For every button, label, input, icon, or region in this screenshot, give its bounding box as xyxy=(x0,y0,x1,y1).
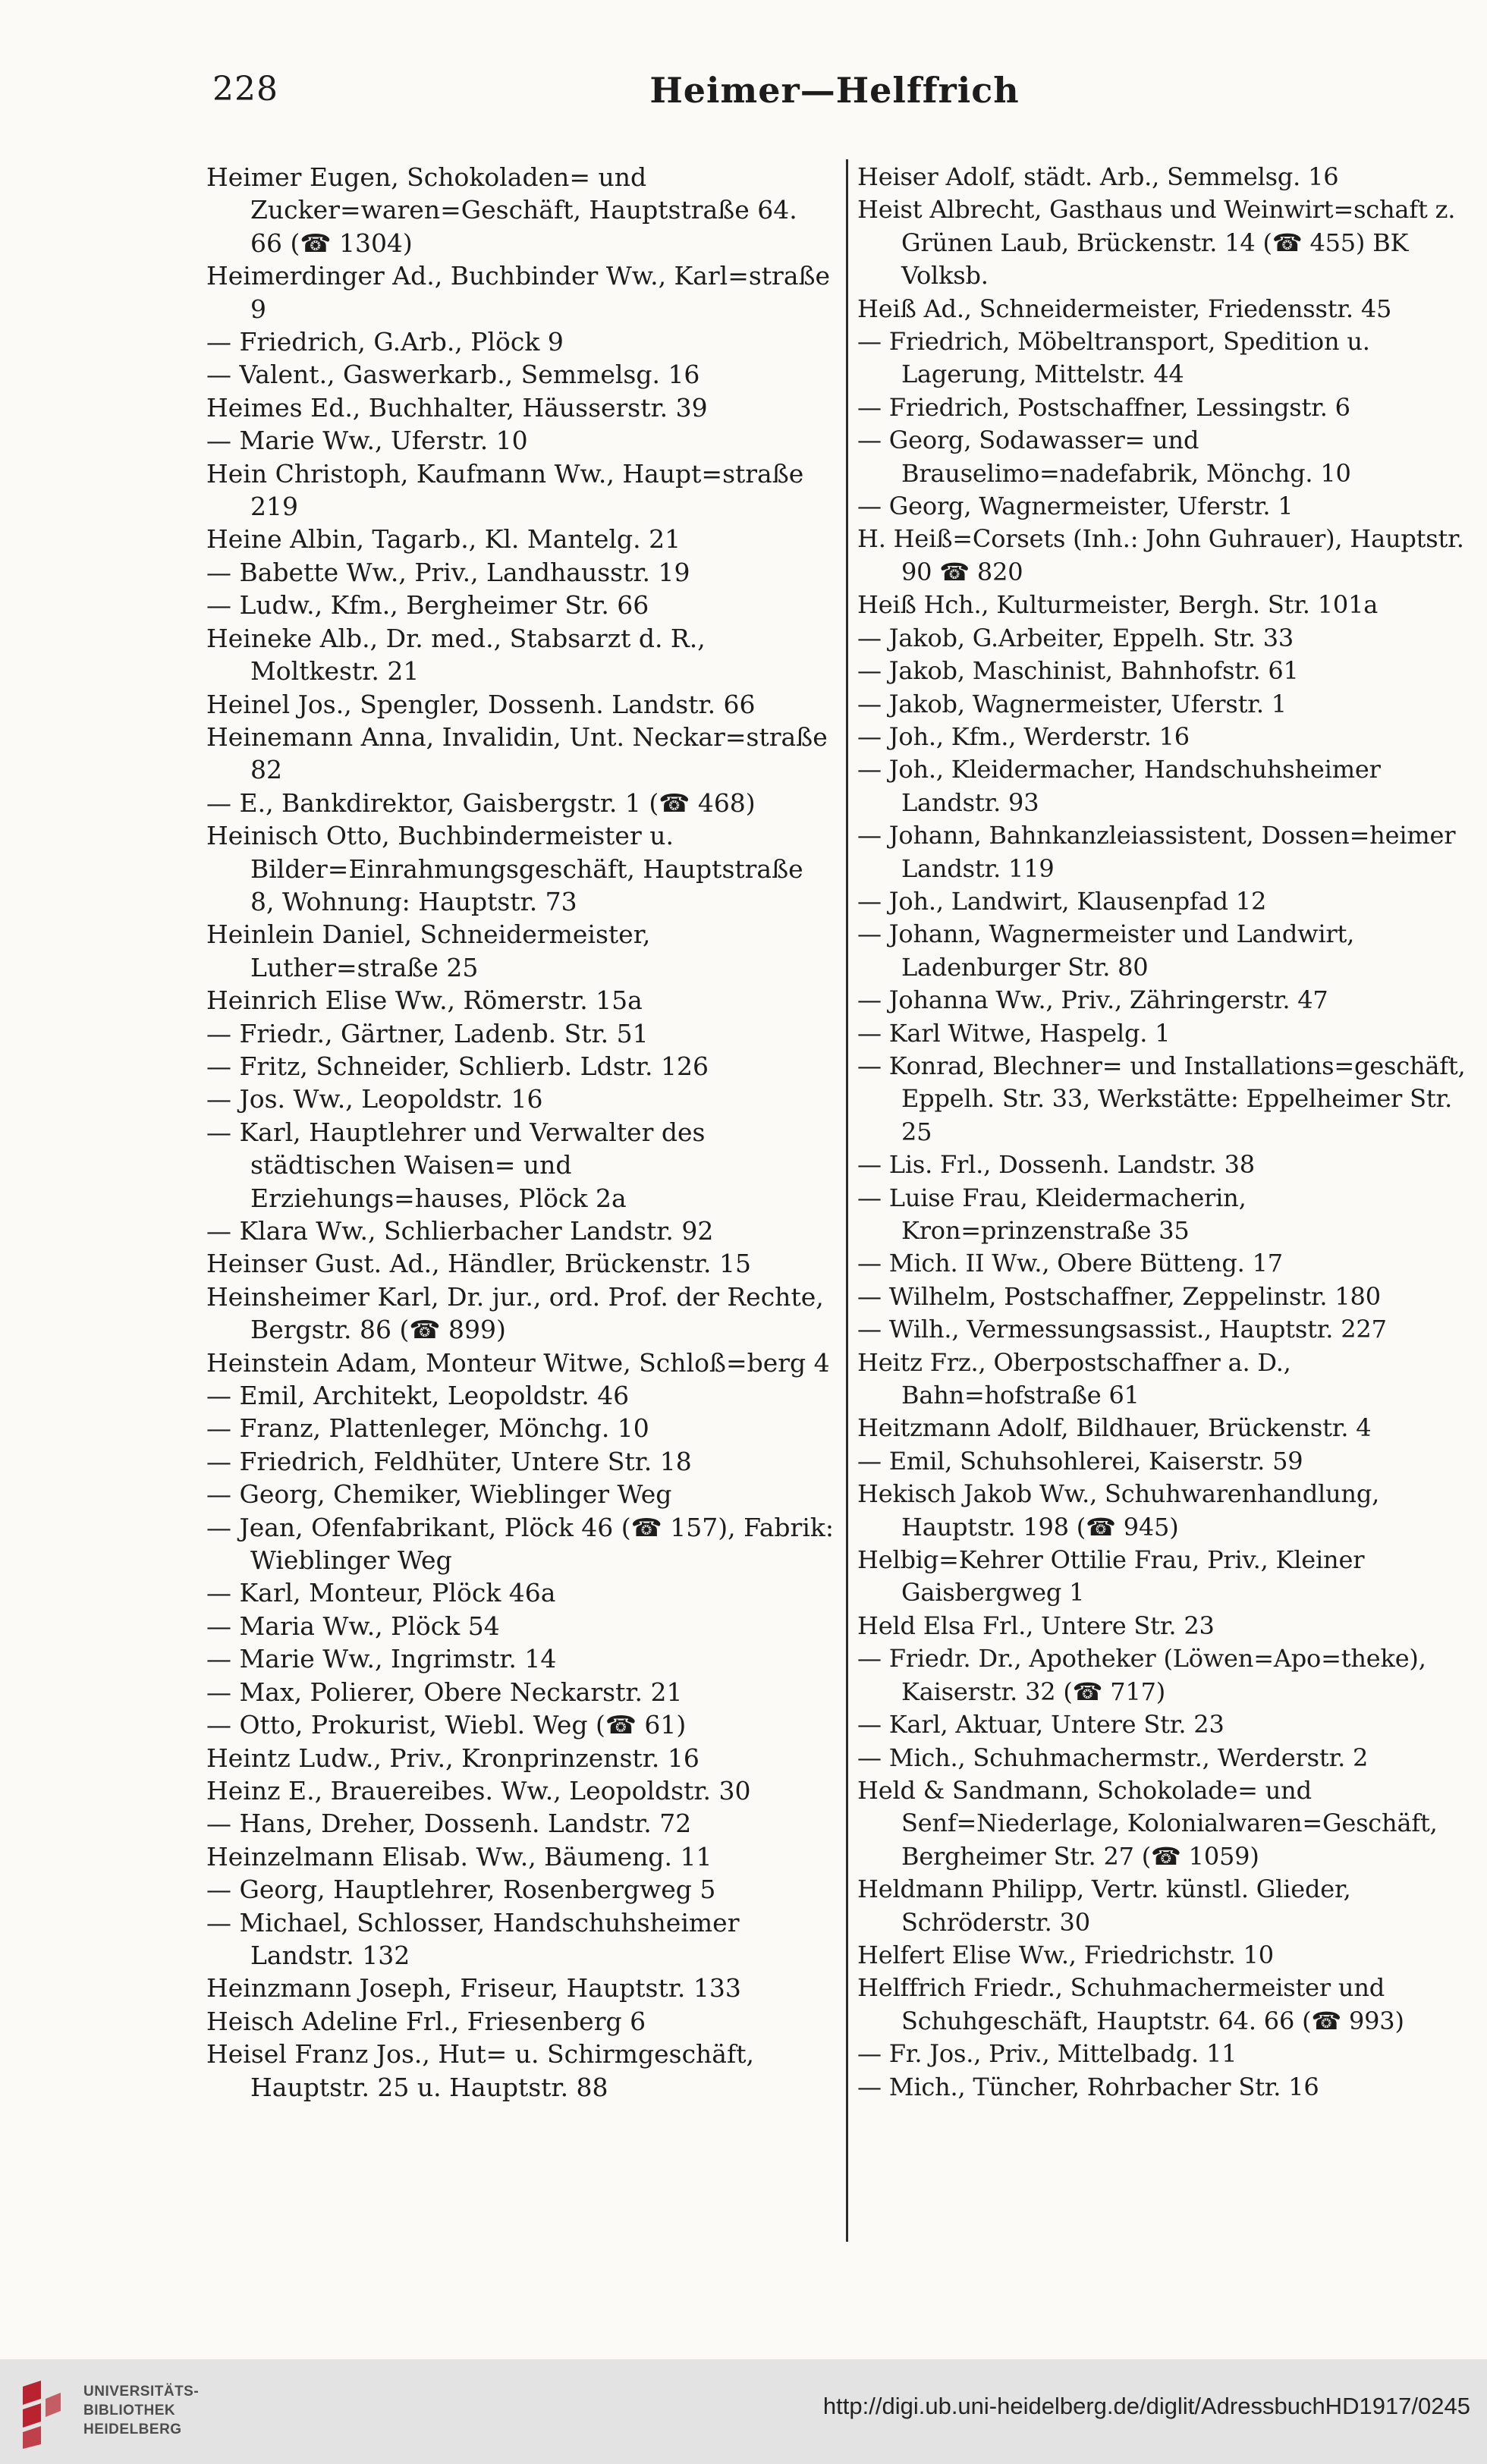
directory-entry: — Georg, Chemiker, Wieblinger Weg xyxy=(206,1479,672,1510)
library-name-line: HEIDELBERG xyxy=(83,2422,182,2437)
directory-entry: Heinisch Otto, Buchbindermeister u. Bilder=Einrahmungsgeschäft, Hauptstraße 8, Wohnung: Hauptstr. 73 xyxy=(206,821,803,916)
directory-entry: — Jakob, Wagnermeister, Uferstr. 1 xyxy=(857,689,1287,718)
directory-entry: — Joh., Kfm., Werderstr. 16 xyxy=(857,721,1190,751)
directory-entry: Heimer Eugen, Schokoladen= und Zucker=waren=Geschäft, Hauptstraße 64. 66 (☎ 1304) xyxy=(206,162,797,258)
directory-entry: — Joh., Landwirt, Klausenpfad 12 xyxy=(857,886,1267,916)
directory-entry: — Mich., Tüncher, Rohrbacher Str. 16 xyxy=(857,2072,1319,2101)
running-head: Heimer—Helffrich xyxy=(649,70,1020,111)
directory-entry: — Babette Ww., Priv., Landhausstr. 19 xyxy=(206,557,690,587)
directory-entry: Helbig=Kehrer Ottilie Frau, Priv., Kleiner Gaisbergweg 1 xyxy=(857,1545,1365,1608)
library-name xyxy=(83,2382,199,2439)
directory-entry: — Mich. II Ww., Obere Bütteng. 17 xyxy=(857,1249,1283,1278)
directory-entry: — E., Bankdirektor, Gaisbergstr. 1 (☎ 468) xyxy=(206,787,756,818)
directory-entry: — Friedrich, G.Arb., Plöck 9 xyxy=(206,327,564,357)
directory-entry: — Friedrich, Möbeltransport, Spedition u. Lagerung, Mittelstr. 44 xyxy=(857,327,1370,389)
column-divider xyxy=(846,159,848,2242)
directory-entry: — Friedrich, Postschaffner, Lessingstr. 6 xyxy=(857,392,1350,422)
directory-entry: Heinrich Elise Ww., Römerstr. 15a xyxy=(206,985,643,1016)
directory-entry: Heimes Ed., Buchhalter, Häusserstr. 39 xyxy=(206,392,708,423)
directory-entry: — Johann, Bahnkanzleiassistent, Dossen=heimer Landstr. 119 xyxy=(857,821,1456,883)
directory-entry: — Franz, Plattenleger, Mönchg. 10 xyxy=(206,1413,649,1444)
left-column xyxy=(206,161,835,2255)
page-header xyxy=(212,70,1457,123)
directory-entry: Heiß Hch., Kulturmeister, Bergh. Str. 101a xyxy=(857,590,1379,620)
directory-entry: — Georg, Wagnermeister, Uferstr. 1 xyxy=(857,492,1294,521)
directory-entry: — Fritz, Schneider, Schlierb. Ldstr. 126 xyxy=(206,1051,709,1081)
directory-entry: — Max, Polierer, Obere Neckarstr. 21 xyxy=(206,1677,683,1707)
library-name-line: UNIVERSITÄTS- xyxy=(83,2384,200,2400)
directory-entry: Heist Albrecht, Gasthaus und Weinwirt=schaft z. Grünen Laub, Brückenstr. 14 (☎ 455) BK Volksb. xyxy=(857,195,1456,291)
directory-entry: H. Heiß=Corsets (Inh.: John Guhrauer), Hauptstr. 90 ☎ 820 xyxy=(857,524,1464,586)
directory-entry: Heine Albin, Tagarb., Kl. Mantelg. 21 xyxy=(206,524,681,555)
directory-entry: Heiser Adolf, städt. Arb., Semmelsg. 16 xyxy=(857,162,1339,191)
directory-entry: Heinzmann Joseph, Friseur, Hauptstr. 133 xyxy=(206,1973,741,2004)
directory-entry: — Jos. Ww., Leopoldstr. 16 xyxy=(206,1084,543,1114)
directory-entry: — Friedr., Gärtner, Ladenb. Str. 51 xyxy=(206,1018,649,1048)
directory-entry: — Georg, Sodawasser= und Brauselimo=nadefabrik, Mönchg. 10 xyxy=(857,426,1351,488)
directory-entry: — Friedrich, Feldhüter, Untere Str. 18 xyxy=(206,1446,692,1476)
directory-entry: Heinlein Daniel, Schneidermeister, Luther=straße 25 xyxy=(206,919,651,982)
directory-entry: Heimerdinger Ad., Buchbinder Ww., Karl=straße 9 xyxy=(206,261,831,324)
directory-entry: — Friedr. Dr., Apotheker (Löwen=Apo=theke), Kaiserstr. 32 (☎ 717) xyxy=(857,1644,1426,1706)
directory-entry: Heitz Frz., Oberpostschaffner a. D., Bahn=hofstraße 61 xyxy=(857,1347,1291,1410)
directory-entry: Heinsheimer Karl, Dr. jur., ord. Prof. der Rechte, Bergstr. 86 (☎ 899) xyxy=(206,1281,824,1345)
university-library-logo-icon xyxy=(15,2376,68,2449)
directory-entry: — Joh., Kleidermacher, Handschuhsheimer Landstr. 93 xyxy=(857,755,1381,817)
directory-entry: — Emil, Architekt, Leopoldstr. 46 xyxy=(206,1381,630,1411)
footer-bar xyxy=(0,2359,1487,2464)
directory-entry: — Johanna Ww., Priv., Zähringerstr. 47 xyxy=(857,985,1328,1015)
directory-entry: — Michael, Schlosser, Handschuhsheimer Landstr. 132 xyxy=(206,1907,740,1970)
directory-entry: Heldmann Philipp, Vertr. künstl. Glieder, Schröderstr. 30 xyxy=(857,1875,1351,1937)
directory-entry: Held & Sandmann, Schokolade= und Senf=Niederlage, Kolonialwaren=Geschäft, Bergheimer Str. 27 (☎ 1059) xyxy=(857,1775,1438,1871)
directory-entry: Heineke Alb., Dr. med., Stabsarzt d. R., Moltkestr. 21 xyxy=(206,623,706,687)
page-number: 228 xyxy=(212,70,278,108)
directory-entry: — Karl, Aktuar, Untere Str. 23 xyxy=(857,1710,1224,1740)
directory-entry: — Emil, Schuhsohlerei, Kaiserstr. 59 xyxy=(857,1446,1303,1476)
library-name-line: BIBLIOTHEK xyxy=(83,2403,176,2418)
directory-entry: Heintz Ludw., Priv., Kronprinzenstr. 16 xyxy=(206,1743,699,1773)
directory-entry: Heisch Adeline Frl., Friesenberg 6 xyxy=(206,2006,646,2036)
directory-entry: Heinstein Adam, Monteur Witwe, Schloß=berg 4 xyxy=(206,1347,830,1378)
directory-entry: — Marie Ww., Ingrimstr. 14 xyxy=(206,1644,557,1674)
directory-entry: Heinemann Anna, Invalidin, Unt. Neckar=straße 82 xyxy=(206,721,828,785)
directory-entry: — Jean, Ofenfabrikant, Plöck 46 (☎ 157), Fabrik: Wieblinger Weg xyxy=(206,1512,834,1576)
source-url-link[interactable]: http://digi.ub.uni-heidelberg.de/diglit/AdressbuchHD1917/0245 xyxy=(822,2393,1470,2419)
directory-entry: Heiß Ad., Schneidermeister, Friedensstr. 45 xyxy=(857,294,1392,323)
directory-entry: Hein Christoph, Kaufmann Ww., Haupt=straße 219 xyxy=(206,458,804,522)
directory-entry: Hekisch Jakob Ww., Schuhwarenhandlung, Hauptstr. 198 (☎ 945) xyxy=(857,1479,1380,1542)
directory-entry: Heinser Gust. Ad., Händler, Brückenstr. 15 xyxy=(206,1249,751,1279)
directory-entry: — Lis. Frl., Dossenh. Landstr. 38 xyxy=(857,1150,1255,1180)
directory-entry: Helffrich Friedr., Schuhmachermeister und Schuhgeschäft, Hauptstr. 64. 66 (☎ 993) xyxy=(857,1973,1404,2035)
directory-entry: — Valent., Gaswerkarb., Semmelsg. 16 xyxy=(206,360,700,390)
directory-entry: — Otto, Prokurist, Wiebl. Weg (☎ 61) xyxy=(206,1710,687,1740)
directory-entry: — Karl, Monteur, Plöck 46a xyxy=(206,1578,556,1608)
directory-entry: — Hans, Dreher, Dossenh. Landstr. 72 xyxy=(206,1809,692,1839)
directory-entry: — Jakob, Maschinist, Bahnhofstr. 61 xyxy=(857,656,1299,686)
directory-entry: — Marie Ww., Uferstr. 10 xyxy=(206,426,528,456)
directory-entry: — Wilh., Vermessungsassist., Hauptstr. 227 xyxy=(857,1315,1387,1344)
directory-entry: — Karl Witwe, Haspelg. 1 xyxy=(857,1018,1171,1048)
directory-entry: — Ludw., Kfm., Bergheimer Str. 66 xyxy=(206,590,649,621)
directory-entry: Heisel Franz Jos., Hut= u. Schirmgeschäft, Hauptstr. 25 u. Hauptstr. 88 xyxy=(206,2039,754,2102)
directory-entry: Heinel Jos., Spengler, Dossenh. Landstr. 66 xyxy=(206,689,756,719)
directory-entry: — Fr. Jos., Priv., Mittelbadg. 11 xyxy=(857,2039,1237,2069)
directory-entry: — Maria Ww., Plöck 54 xyxy=(206,1611,500,1641)
directory-entry: Heinzelmann Elisab. Ww., Bäumeng. 11 xyxy=(206,1841,712,1872)
directory-entry: — Klara Ww., Schlierbacher Landstr. 92 xyxy=(206,1216,714,1246)
directory-entry: — Luise Frau, Kleidermacherin, Kron=prinzenstraße 35 xyxy=(857,1183,1247,1245)
directory-entry: — Mich., Schuhmachermstr., Werderstr. 2 xyxy=(857,1743,1369,1772)
directory-entry: Heinz E., Brauereibes. Ww., Leopoldstr. 30 xyxy=(206,1775,751,1806)
directory-entry: — Johann, Wagnermeister und Landwirt, Ladenburger Str. 80 xyxy=(857,919,1355,982)
directory-entry: — Wilhelm, Postschaffner, Zeppelinstr. 180 xyxy=(857,1281,1381,1311)
directory-entry: — Konrad, Blechner= und Installations=geschäft, Eppelh. Str. 33, Werkstätte: Eppelheimer Str. 25 xyxy=(857,1051,1466,1146)
directory-entry: — Georg, Hauptlehrer, Rosenbergweg 5 xyxy=(206,1875,716,1905)
right-column xyxy=(857,161,1472,2255)
directory-entry: — Karl, Hauptlehrer und Verwalter des städtischen Waisen= und Erziehungs=hauses, Plöck 2a xyxy=(206,1117,706,1213)
directory-entry: — Jakob, G.Arbeiter, Eppelh. Str. 33 xyxy=(857,623,1294,652)
directory-entry: Helfert Elise Ww., Friedrichstr. 10 xyxy=(857,1940,1274,1969)
directory-entry: Heitzmann Adolf, Bildhauer, Brückenstr. 4 xyxy=(857,1413,1372,1443)
directory-entry: Held Elsa Frl., Untere Str. 23 xyxy=(857,1611,1215,1640)
